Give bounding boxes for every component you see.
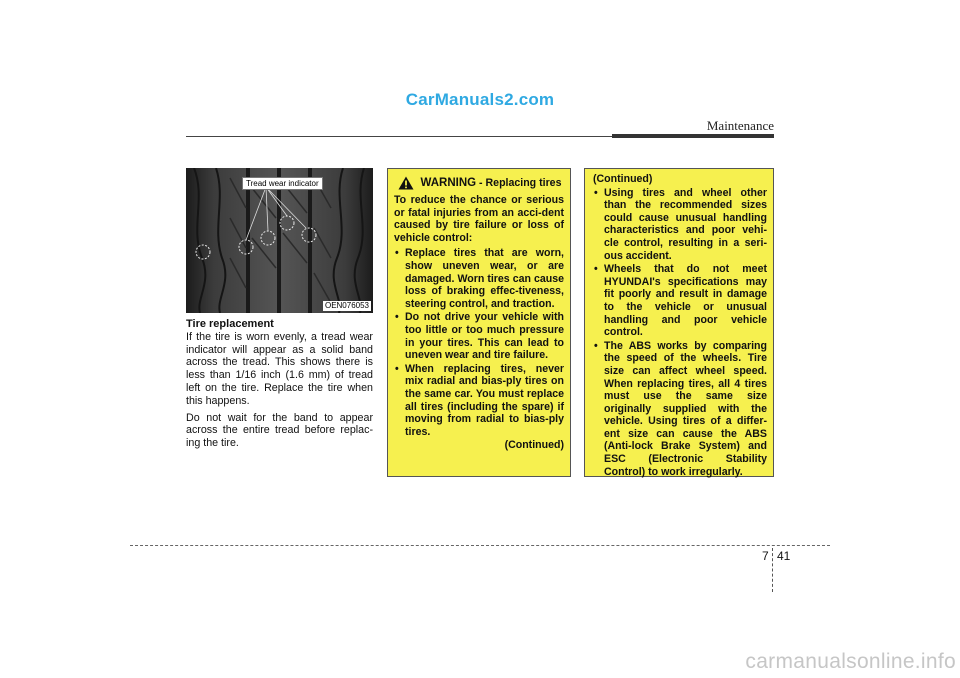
section-title: Maintenance xyxy=(706,118,774,133)
bullet: • xyxy=(594,186,598,199)
bullet: • xyxy=(395,247,399,260)
bullet: • xyxy=(395,311,399,324)
list-item-text: When replacing tires, never mix radial and bias-ply tires on the same car. You must replace all tires (including the spare) if moving from radial to bias-ply tires. xyxy=(405,362,564,438)
warning-intro: To reduce the chance or serious or fatal injuries from an acci-dent caused by tire failure or loss of vehicle control: xyxy=(394,194,564,244)
bullet: • xyxy=(395,362,399,375)
bullet: • xyxy=(594,339,598,352)
list-item xyxy=(394,363,564,439)
warning-triangle-icon xyxy=(398,176,414,190)
watermark-bottom: carmanualsonline.info xyxy=(745,650,956,673)
warning-list xyxy=(394,247,564,438)
warning-header xyxy=(394,177,564,190)
warning-title xyxy=(418,177,564,190)
list-item xyxy=(593,263,767,339)
page-number-divider xyxy=(772,548,774,592)
page-number: 41 xyxy=(777,549,791,563)
chapter-number: 7 xyxy=(762,549,769,563)
watermark-top: CarManuals2.com xyxy=(405,90,555,109)
paragraph: Do not wait for the band to appear across the entire tread before replac-ing the tire. xyxy=(186,411,373,450)
tread-wear-indicator-label: Tread wear indicator xyxy=(242,177,323,190)
continued-list xyxy=(593,187,767,479)
continued-label: (Continued) xyxy=(504,439,564,452)
paragraph: If the tire is worn evenly, a tread wear indicator will appear as a solid band across the tread. This shows there is less than 1/16 inch (1.6 mm) of tread left on the tire. Replace the tire when this happens. xyxy=(186,330,373,407)
bullet: • xyxy=(594,263,598,276)
tire-replacement-heading: Tire replacement xyxy=(186,318,274,330)
list-item-text: Do not drive your vehicle with too little or too much pressure in your tires. This can lead to uneven wear and tire failure. xyxy=(405,311,564,362)
list-item-text: Replace tires that are worn, show uneven wear, or are damaged. Worn tires can cause loss of braking effec-tiveness, steering control, and traction. xyxy=(405,247,564,310)
list-item xyxy=(593,187,767,263)
list-item xyxy=(394,247,564,310)
list-item xyxy=(394,311,564,361)
list-item-text: Using tires and wheel other than the recommended sizes could cause unusual handling characteristics and poor vehi-cle control, resulting in a seri-ous accident. xyxy=(604,186,767,262)
footer-rule xyxy=(130,545,830,546)
continued-heading: (Continued) xyxy=(593,173,653,185)
warning-subtitle: - Replacing tires xyxy=(476,177,562,189)
list-item xyxy=(593,340,767,479)
warning-word: WARNING xyxy=(420,177,477,189)
header-rule-accent xyxy=(612,134,774,138)
figure-code: OEN076053 xyxy=(324,301,369,310)
warning-continued-box xyxy=(584,168,774,477)
list-item-text: Wheels that do not meet HYUNDAI's specifications may fit poorly and result in damage to the vehicle or unusual handling and poor vehicle control. xyxy=(604,263,767,339)
list-item-text: The ABS works by comparing the speed of the wheels. Tire size can affect wheel speed. When replacing tires, all 4 tires must use the same size originally supplied with the vehicle. Using tires of a differ-ent size can cause the ABS (Anti-lock Brake System) and ESC (Electronic Stability Control) to work irregularly. xyxy=(604,339,767,478)
tire-replacement-section xyxy=(186,318,373,454)
tire-tread-photo xyxy=(186,168,373,313)
warning-box xyxy=(387,168,571,477)
